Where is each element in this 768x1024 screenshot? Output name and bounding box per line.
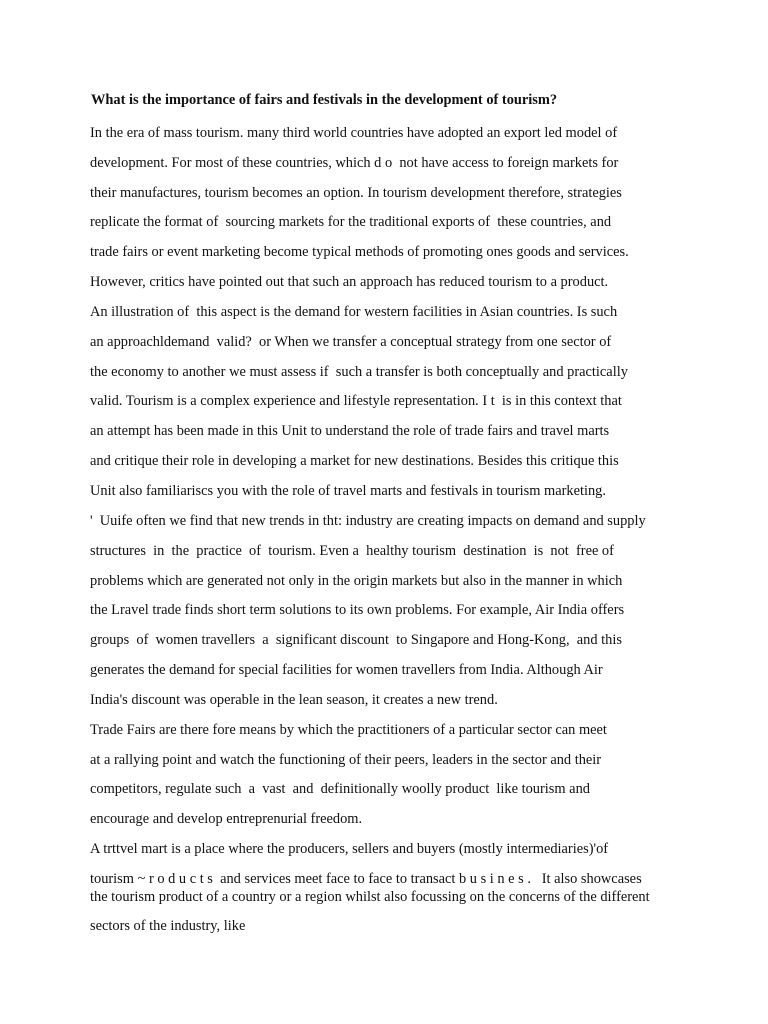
text-line: India's discount was operable in the lean season, it creates a new trend.: [90, 692, 498, 708]
text-line: the tourism product of a country or a region whilst also focussing on the concerns of the different: [90, 889, 650, 905]
text-line: Unit also familiariscs you with the role of travel marts and festivals in tourism marketing.: [90, 483, 606, 499]
text-line: competitors, regulate such a vast and definitionally woolly product like tourism and: [90, 781, 590, 797]
text-line: ' Uuife often we find that new trends in tht: industry are creating impacts on demand and supply: [90, 513, 646, 529]
text-line: trade fairs or event marketing become typical methods of promoting ones goods and services.: [90, 244, 629, 260]
text-line: In the era of mass tourism. many third world countries have adopted an export led model of: [90, 125, 618, 141]
text-line: development. For most of these countries, which d o not have access to foreign markets for: [90, 155, 619, 171]
text-line: A trttvel mart is a place where the producers, sellers and buyers (mostly intermediaries)'of: [90, 841, 609, 857]
text-line: the economy to another we must assess if such a transfer is both conceptually and practically: [90, 364, 628, 380]
text-line: sectors of the industry, like: [90, 918, 246, 934]
text-line: valid. Tourism is a complex experience and lifestyle representation. I t is in this context that: [90, 393, 622, 409]
text-line: an attempt has been made in this Unit to understand the role of trade fairs and travel marts: [90, 423, 610, 439]
text-line: structures in the practice of tourism. Even a healthy tourism destination is not free of: [90, 543, 614, 559]
document-heading: What is the importance of fairs and festivals in the development of tourism?: [91, 92, 558, 108]
text-line: Trade Fairs are there fore means by which the practitioners of a particular sector can meet: [90, 722, 607, 738]
text-line: generates the demand for special facilities for women travellers from India. Although Air: [90, 662, 603, 678]
text-line: However, critics have pointed out that such an approach has reduced tourism to a product.: [90, 274, 609, 290]
text-line: their manufactures, tourism becomes an option. In tourism development therefore, strategies: [90, 185, 622, 201]
text-line: the Lravel trade finds short term solutions to its own problems. For example, Air India offers: [90, 602, 625, 618]
text-line: problems which are generated not only in the origin markets but also in the manner in which: [90, 573, 623, 589]
text-line: encourage and develop entreprenurial freedom.: [90, 811, 363, 827]
text-line: groups of women travellers a significant discount to Singapore and Hong-Kong, and this: [90, 632, 622, 648]
text-line: An illustration of this aspect is the demand for western facilities in Asian countries. Is such: [90, 304, 618, 320]
text-line: and critique their role in developing a market for new destinations. Besides this critique this: [90, 453, 619, 469]
text-line: tourism ~ r o d u c t s and services meet face to face to transact b u s i n e s . It also showcases: [90, 871, 642, 887]
text-line: at a rallying point and watch the functioning of their peers, leaders in the sector and their: [90, 752, 602, 768]
text-line: replicate the format of sourcing markets for the traditional exports of these countries, and: [90, 214, 612, 230]
text-line: an approachldemand valid? or When we transfer a conceptual strategy from one sector of: [90, 334, 612, 350]
